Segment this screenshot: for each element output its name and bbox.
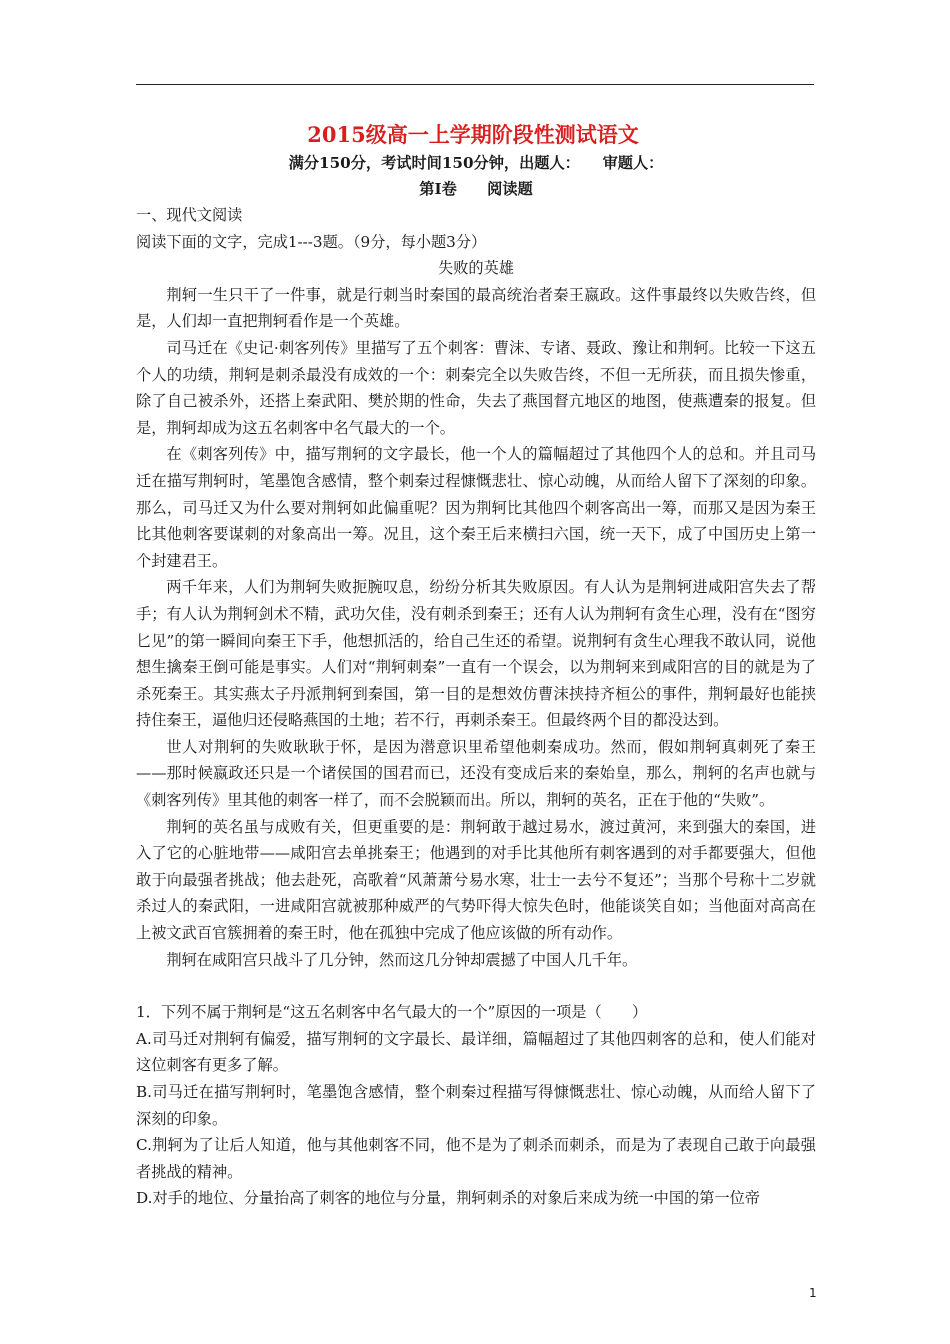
header-rule [136, 84, 814, 85]
exam-title: 2015级高一上学期阶段性测试语文 [307, 122, 639, 147]
article-paragraph: 荆轲在咸阳宫只战斗了几分钟，然而这几分钟却震撼了中国人几千年。 [166, 950, 638, 969]
article-paragraph: 世人对荆轲的失败耿耿于怀，是因为潜意识里希望他刺秦成功。然而，假如荆轲真刺死了秦王——那时候嬴政还只是一个诸侯国的国君而已，还没有变成后来的秦始皇，那么，荆轲的名声也就与《刺客列传》里其他的刺客一样了，而不会脱颖而出。所以，荆轲的英名，正在于他的“失败”。 [136, 737, 816, 810]
article-paragraph: 荆轲的英名虽与成败有关，但更重要的是：荆轲敢于越过易水，渡过黄河，来到强大的秦国，进入了它的心脏地带——咸阳宫去单挑秦王；他遇到的对手比其他所有刺客遇到的对手都要强大，但他敢于向最强者挑战；他去赴死，高歌着“风萧萧兮易水寒，壮士一去兮不复还”；当那个号称十二岁就杀过人的秦武阳，一进咸阳宫就被那种威严的气势吓得大惊失色时，他能谈笑自如；当他面对高高在上被文武百官簇拥着的秦王时，他在孤独中完成了他应该做的所有动作。 [136, 817, 816, 943]
question-option-a: A.司马迁对荆轲有偏爱，描写荆轲的文字最长、最详细，篇幅超过了其他四刺客的总和，使人们能对这位刺客有更多了解。 [136, 1029, 816, 1075]
part-instruction: 阅读下面的文字，完成1---3题。（9分，每小题3分） [136, 232, 487, 251]
article-paragraph: 两千年来，人们为荆轲失败扼腕叹息，纷纷分析其失败原因。有人认为是荆轲进咸阳宫失去了帮手；有人认为荆轲剑术不精，武功欠佳，没有刺杀到秦王；还有人认为荆轲有贪生心理，没有在“图穷匕见”的第一瞬间向秦王下手，他想抓活的，给自己生还的希望。说荆轲有贪生心理我不敢认同，说他想生擒秦王倒可能是事实。人们对“荆轲刺秦”一直有一个误会，以为荆轲来到咸阳宫的目的就是为了杀死秦王。其实燕太子丹派荆轲到秦国，第一目的是想效仿曹沫挟持齐桓公的事件，荆轲最好也能挟持住秦王，逼他归还侵略燕国的土地；若不行，再刺杀秦王。但最终两个目的都没达到。 [136, 578, 816, 730]
exam-meta: 满分150分，考试时间150分钟，出题人： 审题人： [288, 154, 664, 172]
part-heading: 一、现代文阅读 [136, 206, 243, 224]
article-paragraph: 在《刺客列传》中，描写荆轲的文字最长，他一个人的篇幅超过了其他四个人的总和。并且司马迁在描写荆轲时，笔墨饱含感情，整个刺秦过程慷慨悲壮、惊心动魄，从而给人留下了深刻的印象。那么，司马迁又为什么要对荆轲如此偏重呢？因为荆轲比其他四个刺客高出一筹，而那又是因为秦王比其他刺客要谋刺的对象高出一筹。况且，这个秦王后来横扫六国，统一天下，成了中国历史上第一个封建君王。 [136, 445, 816, 570]
spacer [136, 973, 816, 999]
question-option-c: C.荆轲为了让后人知道，他与其他刺客不同，他不是为了刺杀而刺杀，而是为了表现自己敢于向最强者挑战的精神。 [136, 1136, 816, 1181]
question-option-d: D.对手的地位、分量抬高了刺客的地位与分量，荆轲刺杀的对象后来成为统一中国的第一位帝 [136, 1189, 760, 1208]
article-title: 失败的英雄 [438, 259, 514, 278]
question-stem: 1．下列不属于荆轲是“这五名刺客中名气最大的一个”原因的一项是（ ） [136, 1003, 648, 1022]
section-heading: 第Ⅰ卷 阅读题 [419, 180, 533, 198]
article-paragraph: 荆轲一生只干了一件事，就是行刺当时秦国的最高统治者秦王嬴政。这件事最终以失败告终，但是，人们却一直把荆轲看作是一个英雄。 [136, 285, 816, 331]
page-number: 1 [809, 1286, 817, 1300]
document-page [136, 120, 816, 1212]
question-option-b: B.司马迁在描写荆轲时，笔墨饱含感情，整个刺秦过程描写得慷慨悲壮、惊心动魄，从而给人留下了深刻的印象。 [136, 1083, 816, 1128]
article-paragraph: 司马迁在《史记·刺客列传》里描写了五个刺客：曹沫、专诸、聂政、豫让和荆轲。比较一下这五个人的功绩，荆轲是刺杀最没有成效的一个：刺秦完全以失败告终，不但一无所获，而且损失惨重，除了自己被杀外，还搭上秦武阳、樊於期的性命，失去了燕国督亢地区的地图，使燕遭秦的报复。但是，荆轲却成为这五名刺客中名气最大的一个。 [136, 338, 816, 437]
